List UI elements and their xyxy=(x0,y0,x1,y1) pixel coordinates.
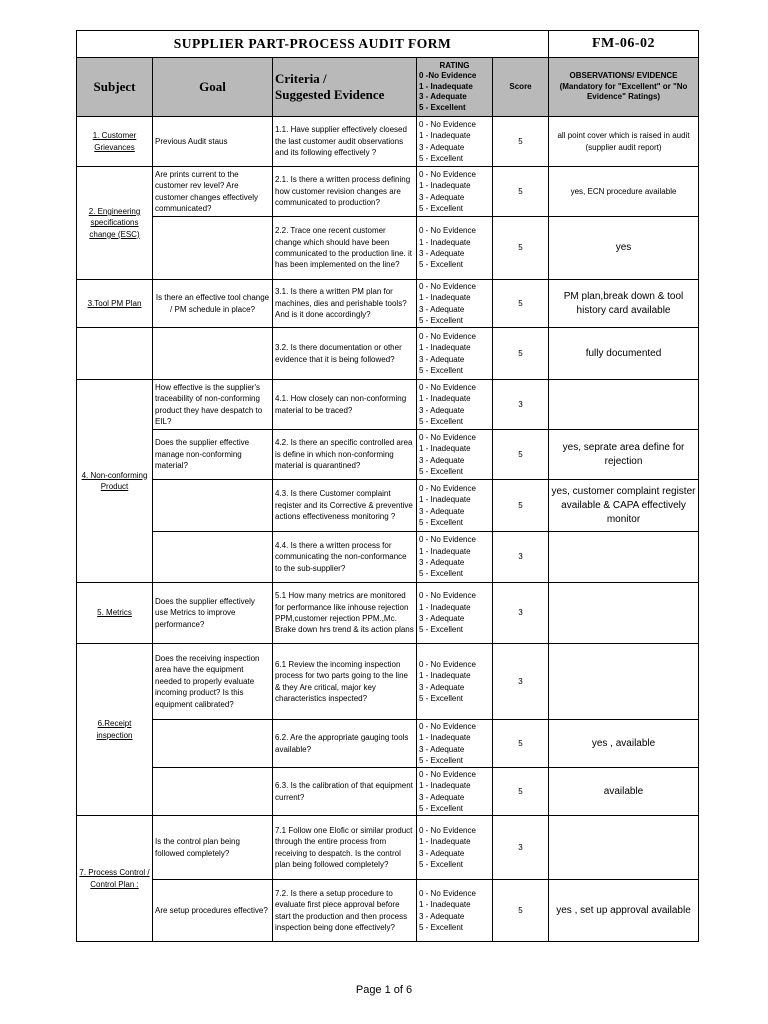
goal-cell xyxy=(153,217,273,280)
rating-option: 0 - No Evidence xyxy=(419,331,476,341)
goal-cell: How effective is the supplier's traceability of non-conforming product they have despatch to EIL? xyxy=(153,380,273,430)
rating-option: 1 - Inadequate xyxy=(419,131,471,141)
score-cell: 5 xyxy=(493,280,549,328)
criteria-cell: 4.2. Is there an specific controlled area is define in which non-conforming material is quarantined? xyxy=(273,430,417,480)
header-criteria xyxy=(273,58,417,117)
table-row xyxy=(77,217,699,280)
goal-cell: Are setup procedures effective? xyxy=(153,880,273,942)
goal-cell: Does the receiving inspection area have the equipment needed to properly evaluate incoming product? Is this equipment calibrated? xyxy=(153,644,273,720)
table-row xyxy=(77,167,699,217)
rating-option: 1 - Inadequate xyxy=(419,546,471,556)
rating-cell xyxy=(417,217,493,280)
goal-cell: Does the supplier effectively use Metrics to improve performance? xyxy=(153,583,273,644)
form-number: FM-06-02 xyxy=(549,31,699,58)
rating-option: 5 - Excellent xyxy=(419,569,464,579)
observation-cell: PM plan,break down & tool history card available xyxy=(549,280,699,328)
header-criteria-line1: Criteria / xyxy=(275,71,327,86)
rating-option: 5 - Excellent xyxy=(419,416,464,426)
rating-cell xyxy=(417,816,493,880)
rating-option: 5 - Excellent xyxy=(419,755,464,765)
observation-cell: yes, seprate area define for rejection xyxy=(549,430,699,480)
goal-cell: Previous Audit staus xyxy=(153,117,273,167)
criteria-cell: 5.1 How many metrics are monitored for performance like inhouse rejection PPM,customer rejection PPM.,Mc. Brake down hrs trend & its action plans xyxy=(273,583,417,644)
rating-option: 1 - Inadequate xyxy=(419,237,471,247)
table-row xyxy=(77,583,699,644)
criteria-cell: 6.1 Review the incoming inspection process for two parts going to the line & they Are critical, major key characteristics inspected? xyxy=(273,644,417,720)
rating-option: 3 - Adequate xyxy=(419,405,465,415)
goal-cell xyxy=(153,768,273,816)
rating-cell xyxy=(417,644,493,720)
rating-option: 3 - Adequate xyxy=(419,354,465,364)
table-row xyxy=(77,644,699,720)
rating-option: 0 - No Evidence xyxy=(419,432,476,442)
criteria-cell: 6.3. Is the calibration of that equipment current? xyxy=(273,768,417,816)
table-row xyxy=(77,880,699,942)
rating-option: 3 - Adequate xyxy=(419,848,465,858)
rating-option: 1 - Inadequate xyxy=(419,900,471,910)
rating-cell xyxy=(417,117,493,167)
rating-option: 0 - No Evidence xyxy=(419,119,476,129)
rating-option: 5 - Excellent xyxy=(419,466,464,476)
rating-option: 1 - Inadequate xyxy=(419,837,471,847)
rating-cell xyxy=(417,328,493,380)
score-cell: 3 xyxy=(493,816,549,880)
goal-cell xyxy=(153,328,273,380)
subject-engineering-change: 2. Engineering specifications change (ESC) xyxy=(77,167,153,280)
rating-option: 3 - Adequate xyxy=(419,455,465,465)
rating-option: 5 - Excellent xyxy=(419,365,464,375)
observation-cell: yes, customer complaint register available & CAPA effectively monitor xyxy=(549,480,699,532)
score-cell: 5 xyxy=(493,720,549,768)
table-row xyxy=(77,380,699,430)
score-cell: 3 xyxy=(493,532,549,583)
goal-cell xyxy=(153,480,273,532)
rating-option: 3 - Adequate xyxy=(419,192,465,202)
rating-option: 1 - Inadequate xyxy=(419,495,471,505)
rating-option: 1 - Inadequate xyxy=(419,733,471,743)
subject-customer-grievances: 1. Customer Grievances xyxy=(77,117,153,167)
observation-cell: available xyxy=(549,768,699,816)
criteria-cell: 6.2. Are the appropriate gauging tools available? xyxy=(273,720,417,768)
observation-cell: yes xyxy=(549,217,699,280)
score-cell: 3 xyxy=(493,380,549,430)
rating-option: 3 - Adequate xyxy=(419,506,465,516)
rating-option: 5 - Excellent xyxy=(419,517,464,527)
subject-process-control: 7. Process Control / Control Plan : xyxy=(77,816,153,942)
score-cell: 5 xyxy=(493,880,549,942)
table-row xyxy=(77,532,699,583)
goal-cell xyxy=(153,720,273,768)
rating-cell xyxy=(417,583,493,644)
rating-option: 3 - Adequate xyxy=(419,249,465,258)
score-cell: 5 xyxy=(493,480,549,532)
table-row xyxy=(77,480,699,532)
criteria-cell: 7.2. Is there a setup procedure to evaluate first piece approval before start the production and then process inspection being done effectively? xyxy=(273,880,417,942)
rating-option: 5 - Excellent xyxy=(419,153,464,163)
header-row xyxy=(77,58,699,117)
rating-option: 0 - No Evidence xyxy=(419,825,476,835)
score-cell: 3 xyxy=(493,583,549,644)
rating-cell xyxy=(417,280,493,328)
observation-cell xyxy=(549,816,699,880)
goal-cell: Does the supplier effective manage non-conforming material? xyxy=(153,430,273,480)
rating-option: 3 - Adequate xyxy=(419,792,465,802)
audit-form-table xyxy=(76,30,699,942)
criteria-cell: 3.1. Is there a written PM plan for machines, dies and perishable tools? And is it done accordingly? xyxy=(273,280,417,328)
score-cell: 5 xyxy=(493,328,549,380)
rating-option: 0 - No Evidence xyxy=(419,281,476,291)
table-row xyxy=(77,117,699,167)
rating-option: 1 - Inadequate xyxy=(419,444,471,454)
rating-option: 5 - Excellent xyxy=(419,803,464,813)
rating-cell xyxy=(417,768,493,816)
table-row xyxy=(77,280,699,328)
observation-cell: yes, ECN procedure available xyxy=(549,167,699,217)
criteria-cell: 3.2. Is there documentation or other evidence that it is being followed? xyxy=(273,328,417,380)
observation-cell: yes , available xyxy=(549,720,699,768)
criteria-cell: 2.1. Is there a written process defining how customer revision changes are communicated to production? xyxy=(273,167,417,217)
table-row xyxy=(77,430,699,480)
rating-option: 0 - No Evidence xyxy=(419,721,476,731)
rating-option: 1 - Inadequate xyxy=(419,394,471,404)
observation-cell xyxy=(549,532,699,583)
criteria-cell: 2.2. Trace one recent customer change which should have been communicated to the production line. it has been implemented on the line? xyxy=(273,217,417,280)
rating-cell xyxy=(417,880,493,942)
rating-cell xyxy=(417,380,493,430)
rating-option: 3 - Adequate xyxy=(419,558,465,567)
rating-option: 1 - Inadequate xyxy=(419,181,471,191)
score-cell: 5 xyxy=(493,167,549,217)
table-row xyxy=(77,816,699,880)
rating-option: 5 - Excellent xyxy=(419,693,464,703)
rating-option: 3 - Adequate xyxy=(419,142,465,152)
rating-option: 1 - Inadequate xyxy=(419,671,471,681)
rating-option: 3 - Adequate xyxy=(419,682,465,692)
subject-metrics: 5. Metrics xyxy=(77,583,153,644)
score-cell: 3 xyxy=(493,644,549,720)
score-cell: 5 xyxy=(493,217,549,280)
observation-cell xyxy=(549,644,699,720)
score-cell: 5 xyxy=(493,430,549,480)
subject-receipt-inspection: 6.Receipt inspection xyxy=(77,644,153,816)
rating-option: 3 - Adequate xyxy=(419,614,465,623)
subject-non-conforming: 4. Non-conforming Product xyxy=(77,380,153,583)
rating-cell xyxy=(417,480,493,532)
rating-option: 0 - No Evidence xyxy=(419,169,476,179)
observation-cell xyxy=(549,583,699,644)
rating-cell xyxy=(417,532,493,583)
criteria-cell: 4.1. How closely can non-conforming material to be traced? xyxy=(273,380,417,430)
rating-option: 3 - Adequate xyxy=(419,911,465,921)
rating-option: 1 - Inadequate xyxy=(419,343,471,353)
goal-cell xyxy=(153,532,273,583)
criteria-cell: 1.1. Have supplier effectively cloesed the last customer audit observations and its following effectively ? xyxy=(273,117,417,167)
rating-option: 0 - No Evidence xyxy=(419,591,476,601)
rating-option: 3 - Adequate xyxy=(419,744,465,754)
table-row xyxy=(77,328,699,380)
header-goal: Goal xyxy=(153,58,273,117)
observation-cell xyxy=(549,380,699,430)
rating-option: 1 - Inadequate xyxy=(419,602,471,612)
header-rating: RATING 0 -No Evidence 1 - Inadequate 3 - Adequate 5 - Excellent xyxy=(417,58,493,117)
rating-option: 0 - No Evidence xyxy=(419,226,476,236)
score-cell: 5 xyxy=(493,117,549,167)
criteria-cell: 7.1 Follow one Elofic or similar product through the entire process from receiving to despatch. Is the control plan being followed completely? xyxy=(273,816,417,880)
rating-option: 5 - Excellent xyxy=(419,922,464,932)
table-row xyxy=(77,720,699,768)
rating-option: 5 - Excellent xyxy=(419,203,464,213)
rating-option: 0 - No Evidence xyxy=(419,659,476,669)
goal-cell: Are prints current to the customer rev level? Are customer changes effectively communicated? xyxy=(153,167,273,217)
score-cell: 5 xyxy=(493,768,549,816)
criteria-cell: 4.3. Is there Customer complaint reqister and its Corrective & preventive actions effectiveness monitoring ? xyxy=(273,480,417,532)
rating-option: 0 - No Evidence xyxy=(419,382,476,392)
subject-cell-empty xyxy=(77,328,153,380)
page-number: Page 1 of 6 xyxy=(355,984,413,996)
rating-option: 5 - Excellent xyxy=(419,260,464,270)
header-observations: OBSERVATIONS/ EVIDENCE (Mandatory for "Excellent" or "No Evidence" Ratings) xyxy=(549,58,699,117)
goal-cell: Is there an effective tool change / PM schedule in place? xyxy=(153,280,273,328)
form-title: SUPPLIER PART-PROCESS AUDIT FORM xyxy=(77,31,549,58)
goal-cell: Is the control plan being followed completely? xyxy=(153,816,273,880)
header-score: Score xyxy=(493,58,549,117)
rating-option: 0 - No Evidence xyxy=(419,483,476,493)
rating-cell xyxy=(417,167,493,217)
rating-option: 0 - No Evidence xyxy=(419,769,476,779)
rating-option: 5 - Excellent xyxy=(419,859,464,869)
observation-cell: fully documented xyxy=(549,328,699,380)
table-row xyxy=(77,768,699,816)
rating-option: 1 - Inadequate xyxy=(419,293,471,303)
header-criteria-line2: Suggested Evidence xyxy=(275,87,385,102)
rating-option: 1 - Inadequate xyxy=(419,781,471,791)
subject-tool-pm-plan: 3.Tool PM Plan xyxy=(77,280,153,328)
rating-cell xyxy=(417,430,493,480)
rating-option: 0 - No Evidence xyxy=(419,535,476,545)
header-subject: Subject xyxy=(77,58,153,117)
rating-option: 0 - No Evidence xyxy=(419,888,476,898)
rating-option: 5 - Excellent xyxy=(419,625,464,635)
rating-option: 3 - Adequate xyxy=(419,304,465,314)
observation-cell: all point cover which is raised in audit (supplier audit report) xyxy=(549,117,699,167)
observation-cell: yes , set up approval available xyxy=(549,880,699,942)
rating-option: 5 - Excellent xyxy=(419,315,464,325)
rating-cell xyxy=(417,720,493,768)
criteria-cell: 4.4. Is there a written process for communicating the non-conformance to the sub-supplier? xyxy=(273,532,417,583)
